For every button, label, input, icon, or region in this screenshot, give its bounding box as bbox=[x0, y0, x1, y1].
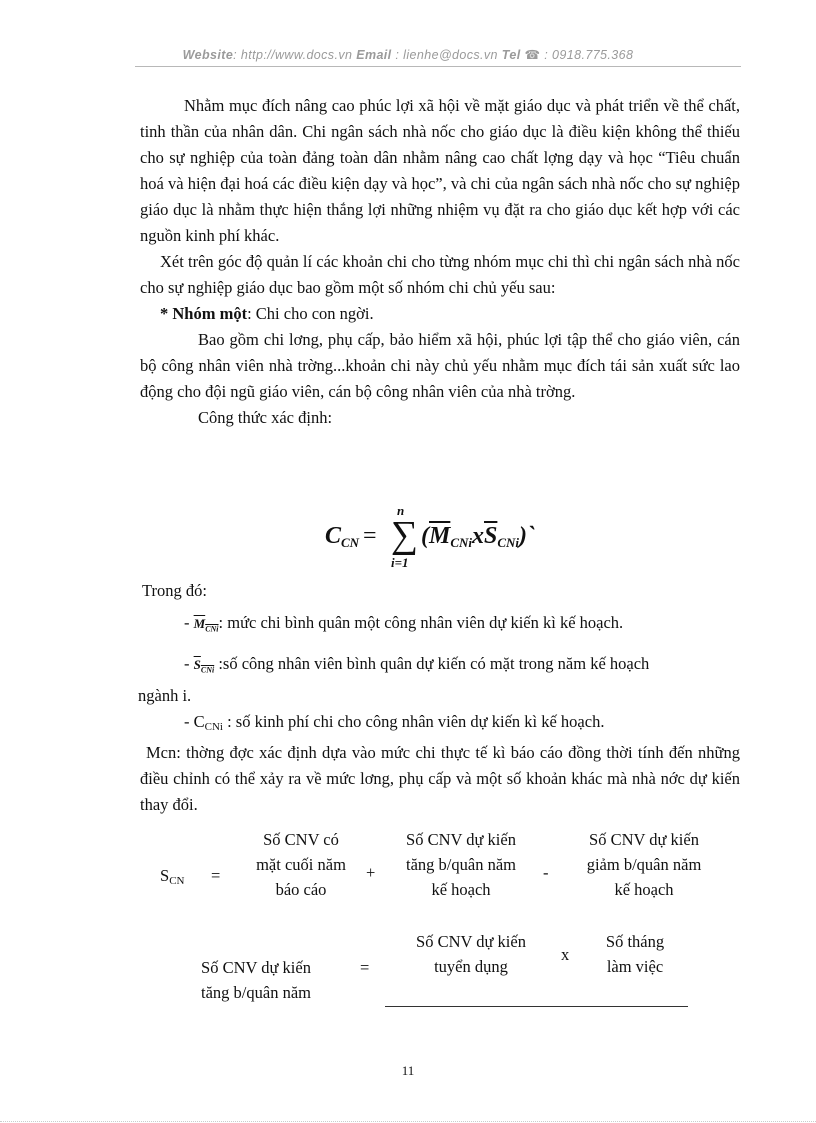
paragraph-3 bbox=[140, 301, 740, 327]
formula-lower-limit: i=1 bbox=[391, 555, 409, 570]
paragraph-2: Xét trên góc độ quản lí các khoản chi cho từng nhóm mục chi thì chi ngân sách nhà nốc cho sự nghiệp giáo dục bao gồm một số nhóm chi chủ yếu sau: bbox=[140, 252, 740, 297]
eq1-minus: - bbox=[543, 863, 549, 882]
tel-value: : 0918.775.368 bbox=[540, 48, 634, 62]
eq1-col-increase: Số CNV dự kiến tăng b/quân năm kế hoạch bbox=[406, 830, 516, 899]
eq2-equals: = bbox=[360, 958, 370, 977]
eq2-times: x bbox=[561, 945, 570, 964]
eq1-col-current: Số CNV có mặt cuối năm báo cáo bbox=[256, 830, 346, 899]
group-one-text: : Chi cho con ngời. bbox=[247, 304, 374, 323]
email-label: Email bbox=[356, 48, 392, 62]
formula-upper-limit: n bbox=[397, 503, 405, 518]
page-number: 11 bbox=[401, 1063, 415, 1078]
tel-label: Tel ☎ bbox=[501, 48, 541, 62]
paragraph-4: Bao gồm chi lơng, phụ cấp, bảo hiểm xã hội, phúc lợi tập thể cho giáo viên, cán bộ công nhân viên nhà trờng...khoản chi này chủ yếu nhằm mục đích tái sản xuất sức lao động cho đội ngũ giáo viên, cán bộ công nhân viên của nhà trờng. bbox=[140, 330, 740, 401]
formula-ccn bbox=[325, 505, 585, 585]
formula-body: $(\overline{M}CNix\overline{S}CNi)`$ bbox=[421, 523, 536, 550]
eq1-lhs: SCN bbox=[160, 866, 185, 887]
definition-s-cont: ngành i. bbox=[138, 686, 192, 706]
paragraph-5: Công thức xác định: bbox=[198, 408, 333, 427]
body-text bbox=[140, 93, 740, 431]
formula-equals: = bbox=[363, 523, 377, 549]
definition-c: - CCNi : số kinh phí chi cho công nhân viên dự kiến kì kế hoạch. bbox=[184, 712, 605, 734]
definitions-intro: Trong đó: bbox=[142, 581, 207, 600]
page-header bbox=[0, 47, 816, 62]
email-value: : lienhe@docs.vn bbox=[391, 48, 502, 62]
eq1-equals: = bbox=[211, 866, 221, 885]
formula-lhs: CCN bbox=[325, 523, 360, 550]
eq1-col-decrease: Số CNV dự kiến giảm b/quân năm kế hoạch bbox=[586, 830, 702, 899]
eq1-plus: + bbox=[366, 863, 376, 882]
group-one-label: * Nhóm một bbox=[160, 304, 248, 323]
header-divider bbox=[135, 66, 741, 67]
definition-m: - $M_{CNi}$: mức chi bình quân một công nhân viên dự kiến kì kế hoạch. bbox=[184, 613, 624, 634]
definition-s: - $S_{CNi}$ :số công nhân viên bình quân dự kiến có mặt trong năm kế hoạch bbox=[184, 653, 650, 675]
m-cni-symbol: $M_{CNi}$ bbox=[193, 616, 219, 634]
mcn-paragraph: Mcn: thờng đợc xác định dựa vào mức chi thực tế kì báo cáo đồng thời tính đến những điều chỉnh có thể xảy ra về mức lơng, phụ cấp và một số khoản khác mà nhà nớc dự kiến thay đổi. bbox=[140, 743, 740, 815]
fraction-line bbox=[385, 1006, 688, 1007]
website-value: : http://www.docs.vn bbox=[233, 48, 357, 62]
definitions bbox=[140, 578, 740, 818]
eq2-recruitment: Số CNV dự kiến tuyển dụng bbox=[416, 932, 526, 976]
eq2-lhs: Số CNV dự kiến tăng b/quân năm bbox=[201, 958, 311, 1002]
eq2-months: Số tháng làm việc bbox=[605, 932, 665, 976]
s-cni-symbol: $S_{CNi}$ bbox=[193, 656, 215, 675]
sigma-symbol: ∑ bbox=[391, 514, 419, 556]
page-bottom-border bbox=[0, 1121, 816, 1122]
website-label: Website bbox=[182, 48, 234, 62]
paragraph-1: Nhằm mục đích nâng cao phúc lợi xã hội về mặt giáo dục và phát triển về thể chất, tinh thần của nhân dân. Chi ngân sách nhà nốc cho giáo dục là điều kiện không thể thiếu cho sự nghiệp của toàn đảng toàn dân nhằm nâng cao chất lợng dạy và học “Tiêu chuẩn hoá và hiện đại hoá các điều kiện dạy và học”, và chi của ngân sách nhà nốc cho sự nghiệp giáo dục là nhằm thực hiện thắng lợi những nhiệm vụ đặt ra cho giáo dục kết hợp với các nguồn kinh phí khác. bbox=[140, 96, 740, 245]
